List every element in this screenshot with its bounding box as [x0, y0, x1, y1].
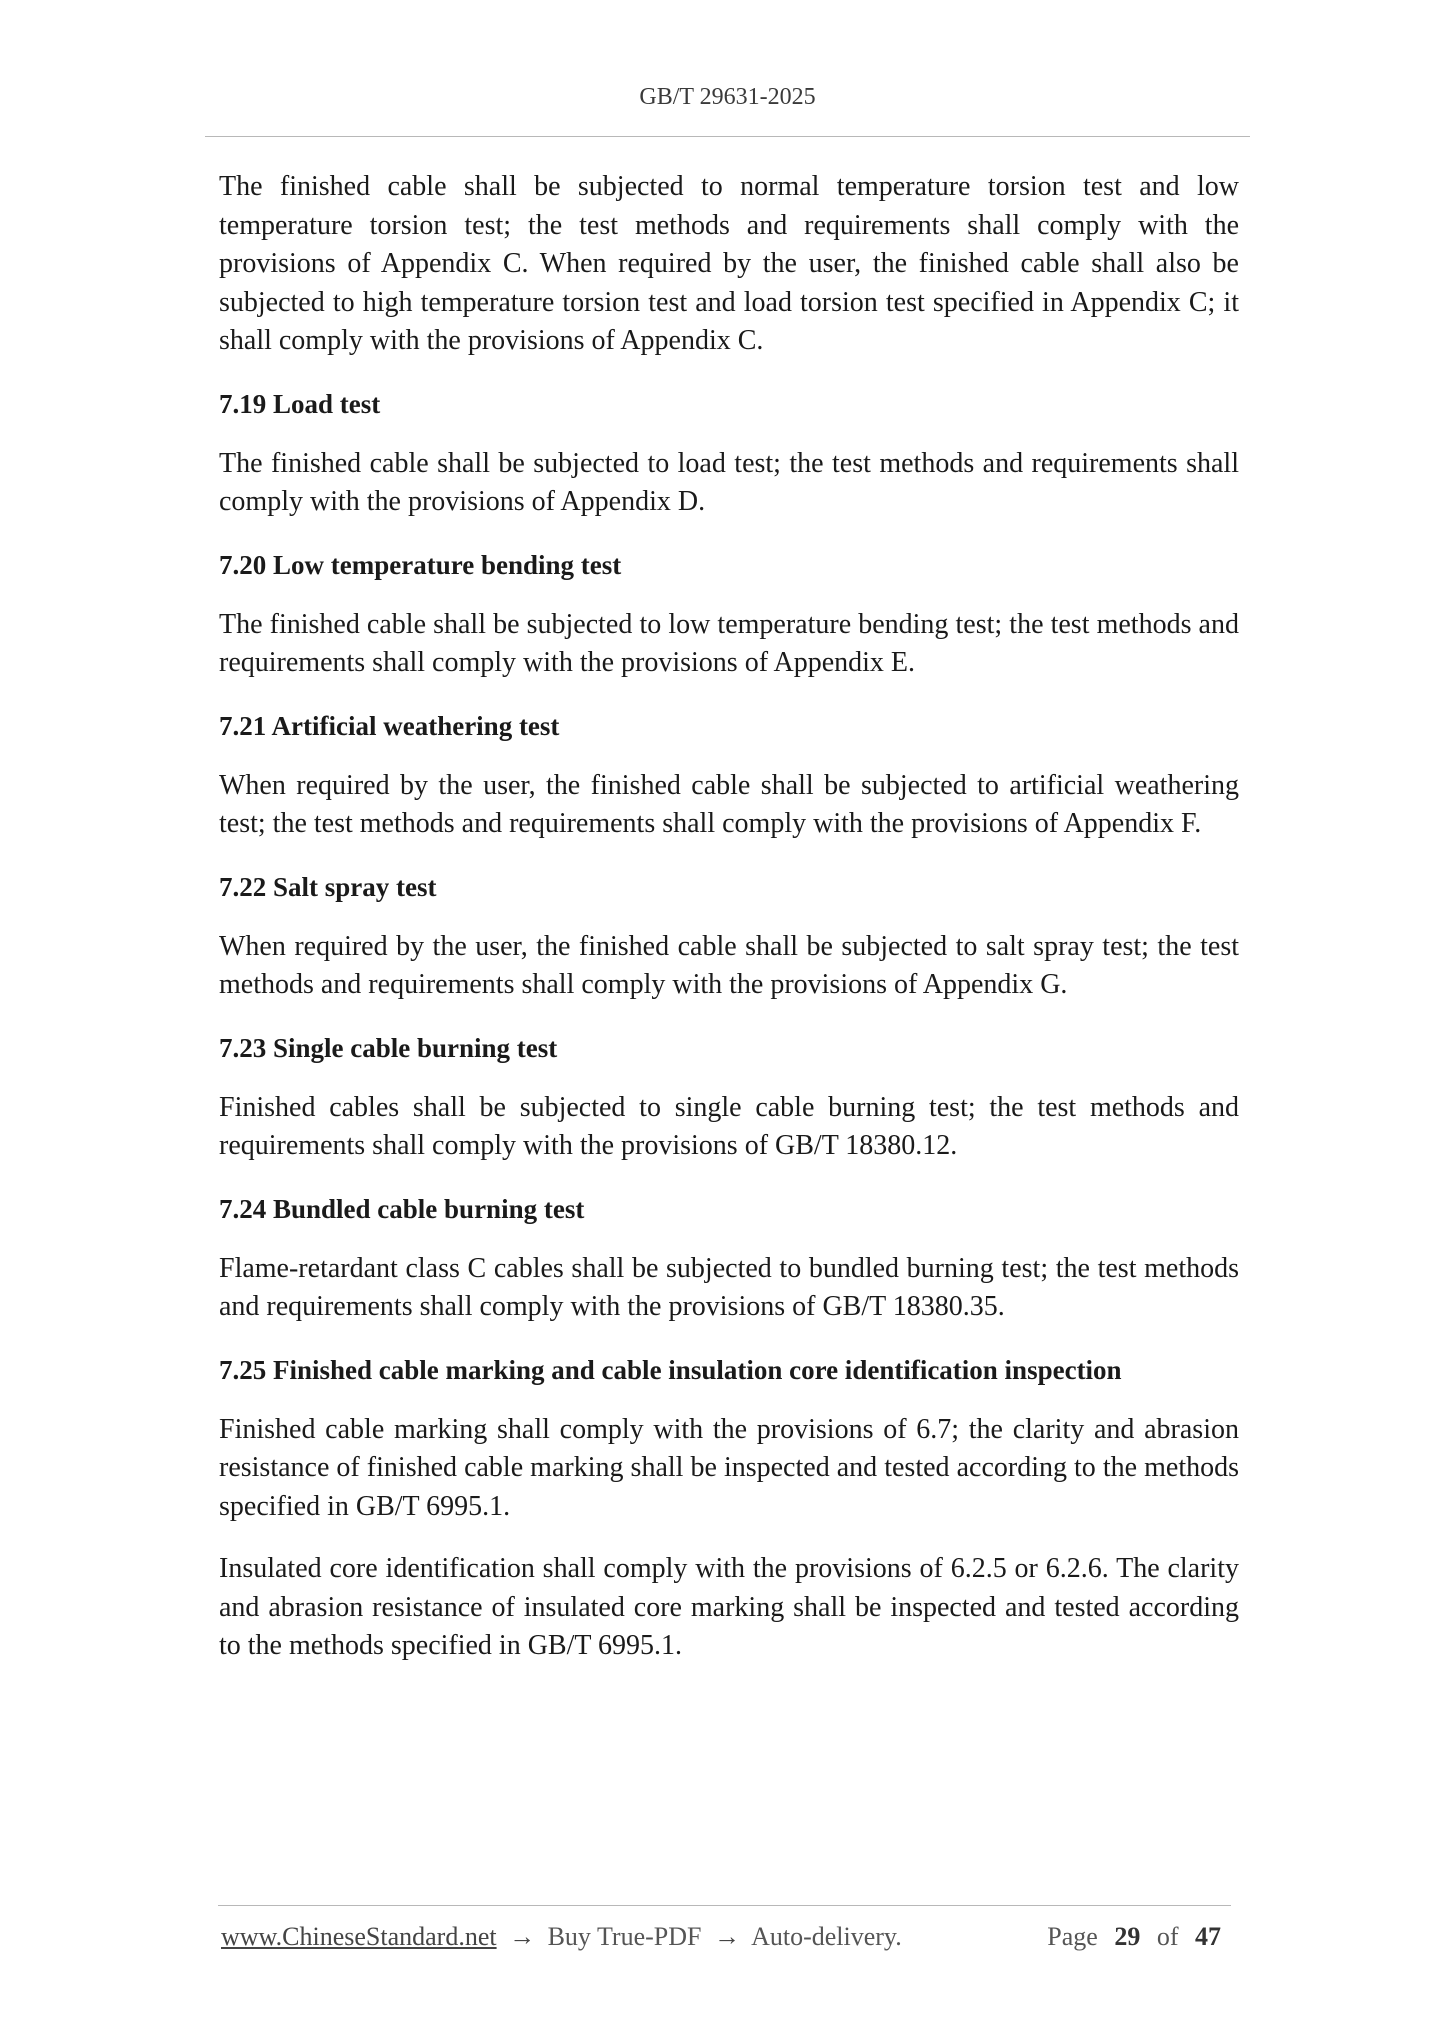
- section-7-24: [219, 1190, 1239, 1327]
- running-header: GB/T 29631-2025: [639, 84, 816, 110]
- website-link[interactable]: www.ChineseStandard.net: [221, 1922, 497, 1951]
- section-7-25: [219, 1351, 1239, 1666]
- page-total: 47: [1195, 1922, 1221, 1951]
- paragraph: Finished cables shall be subjected to single cable burning test; the test methods and requirements shall comply with the provisions of GB/T 18380.12.: [219, 1091, 1239, 1161]
- section-7-20: [219, 546, 1239, 683]
- section-7-23: [219, 1029, 1239, 1166]
- paragraph: When required by the user, the finished cable shall be subjected to artificial weathering test; the test methods and requirements shall comply with the provisions of Appendix F.: [219, 769, 1239, 839]
- section-heading: 7.24 Bundled cable burning test: [219, 1193, 585, 1224]
- paragraph: The finished cable shall be subjected to low temperature bending test; the test methods and requirements shall comply with the provisions of Appendix E.: [219, 608, 1239, 678]
- delivery-text: Auto-delivery.: [751, 1922, 902, 1951]
- paragraph: Insulated core identification shall comply with the provisions of 6.2.5 or 6.2.6. The clarity and abrasion resistance of insulated core marking shall be inspected and tested according to the methods specified in GB/T 6995.1.: [219, 1553, 1239, 1661]
- section-intro: [219, 168, 1239, 361]
- section-heading: 7.25 Finished cable marking and cable insulation core identification inspection: [219, 1354, 1122, 1385]
- page-label: Page: [1047, 1922, 1098, 1951]
- paragraph: Flame-retardant class C cables shall be subjected to bundled burning test; the test methods and requirements shall comply with the provisions of GB/T 18380.35.: [219, 1252, 1239, 1322]
- buy-pdf-text: Buy True-PDF: [547, 1922, 702, 1951]
- section-7-21: [219, 707, 1239, 844]
- paragraph: The finished cable shall be subjected to normal temperature torsion test and low temperature torsion test; the test methods and requirements shall comply with the provisions of Appendix C. When required by the user, the finished cable shall also be subjected to high temperature torsion test and load torsion test specified in Appendix C; it shall comply with the provisions of Appendix C.: [219, 171, 1239, 356]
- of-label: of: [1156, 1922, 1179, 1951]
- footer-promo: [221, 1922, 902, 1952]
- page-indicator: [1047, 1922, 1231, 1952]
- document-body: [219, 168, 1239, 1690]
- section-heading: 7.22 Salt spray test: [219, 871, 437, 902]
- page-footer: [221, 1922, 1231, 1962]
- section-heading: 7.21 Artificial weathering test: [219, 710, 560, 741]
- page-current: 29: [1114, 1922, 1141, 1951]
- arrow-right-icon: →: [714, 1922, 740, 1951]
- paragraph: The finished cable shall be subjected to load test; the test methods and requirements shall comply with the provisions of Appendix D.: [219, 447, 1239, 517]
- section-7-22: [219, 868, 1239, 1005]
- section-heading: 7.20 Low temperature bending test: [219, 549, 622, 580]
- paragraph: Finished cable marking shall comply with the provisions of 6.7; the clarity and abrasion resistance of finished cable marking shall be inspected and tested according to the methods specified in GB/T 6995.1.: [219, 1413, 1239, 1522]
- section-heading: 7.19 Load test: [219, 388, 381, 419]
- section-7-19: [219, 385, 1239, 522]
- arrow-right-icon: →: [509, 1922, 536, 1951]
- header-divider: [205, 136, 1250, 137]
- paragraph: When required by the user, the finished cable shall be subjected to salt spray test; the test methods and requirements shall comply with the provisions of Appendix G.: [219, 930, 1239, 1000]
- section-heading: 7.23 Single cable burning test: [219, 1032, 558, 1063]
- footer-divider: [218, 1905, 1231, 1906]
